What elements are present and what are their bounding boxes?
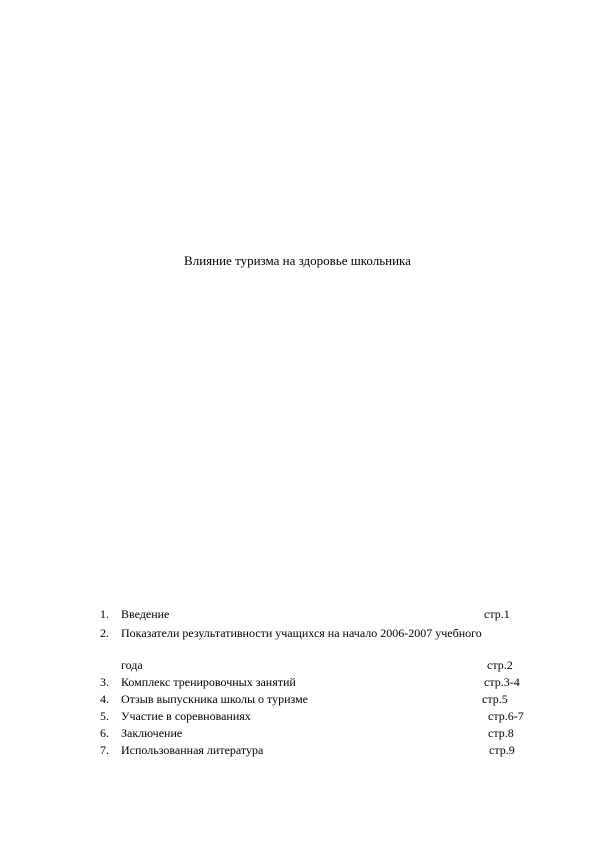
document-title: Влияние туризма на здоровье школьника: [184, 253, 411, 268]
toc-item-label: Отзыв выпускника школы о туризме: [121, 692, 309, 706]
toc-item-label: Участие в соревнованиях: [121, 709, 251, 723]
toc-item-page: стр.6-7: [488, 709, 524, 723]
toc-item-number: 7.: [100, 743, 109, 757]
toc-item-page: стр.5: [482, 692, 508, 706]
toc-item-label: Показатели результативности учащихся на начало 2006-2007 учебного: [121, 626, 482, 640]
toc-item-number: 4.: [100, 692, 109, 706]
toc-item-page: стр.8: [488, 726, 514, 740]
toc-item-number: 5.: [100, 709, 109, 723]
toc-item-page: стр.3-4: [484, 675, 520, 689]
toc-item-label-continuation: года: [121, 658, 143, 672]
toc-item-page: стр.2: [487, 658, 513, 672]
toc-item-label: Введение: [121, 607, 170, 621]
toc-item-number: 1.: [100, 607, 109, 621]
toc-item-label: Комплекс тренировочных занятий: [121, 675, 296, 689]
toc-item-label: Использованная литература: [121, 743, 264, 757]
toc-item-page: стр.9: [489, 743, 515, 757]
toc-item-label: Заключение: [121, 726, 183, 740]
toc-item-number: 3.: [100, 675, 109, 689]
toc-item-number: 6.: [100, 726, 109, 740]
toc-item-page: стр.1: [484, 607, 510, 621]
toc-item-number: 2.: [100, 626, 109, 640]
